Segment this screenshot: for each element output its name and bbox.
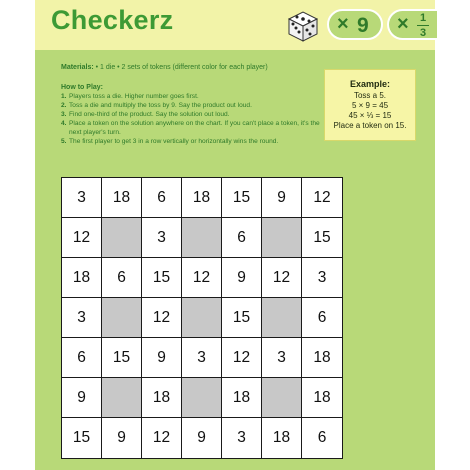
board-cell[interactable]: 12	[262, 258, 302, 298]
board-cell[interactable]: 15	[142, 258, 182, 298]
instruction-step: 1. Players toss a die. Higher number goes first.	[61, 93, 199, 100]
board-cell[interactable]: 6	[302, 418, 342, 458]
fraction-numerator: 1	[419, 12, 427, 24]
board-cell[interactable]: 3	[222, 418, 262, 458]
board-cell[interactable]: 3	[62, 178, 102, 218]
board-cell[interactable]: 3	[302, 258, 342, 298]
board-cell[interactable]: 9	[102, 418, 142, 458]
board-cell[interactable]: 18	[182, 178, 222, 218]
board-cell[interactable]: 3	[62, 298, 102, 338]
board-cell[interactable]: 18	[102, 178, 142, 218]
header-bar	[35, 0, 435, 50]
board-cell[interactable]: 18	[262, 418, 302, 458]
fraction-bar	[417, 25, 429, 26]
board-cell[interactable]: 18	[302, 378, 342, 418]
instruction-step: 4. Place a token on the solution anywhere on the chart. If you can't place a token, it's the next player's turn.	[61, 120, 320, 136]
how-to-play-title: How to Play:	[61, 84, 104, 91]
board-cell[interactable]: 12	[182, 258, 222, 298]
times-sign: ×	[397, 13, 409, 35]
board-cell-blank[interactable]	[262, 218, 302, 258]
board-cell-blank[interactable]	[182, 378, 222, 418]
example-line: Place a token on 15.	[333, 121, 407, 130]
board-cell[interactable]: 18	[302, 338, 342, 378]
board-cell[interactable]: 15	[222, 178, 262, 218]
board-cell[interactable]: 12	[222, 338, 262, 378]
times-nine-number: 9	[357, 14, 369, 37]
board-cell[interactable]: 6	[142, 178, 182, 218]
board-cell-blank[interactable]	[262, 298, 302, 338]
board-cell[interactable]: 18	[62, 258, 102, 298]
times-sign: ×	[337, 13, 349, 35]
board-cell[interactable]: 9	[62, 378, 102, 418]
one-third-fraction	[417, 12, 429, 39]
board-cell[interactable]: 3	[262, 338, 302, 378]
materials-text: • 1 die • 2 sets of tokens (different color for each player)	[95, 64, 268, 71]
materials-line	[61, 64, 268, 71]
game-board	[61, 177, 343, 459]
example-line: 5 × 9 = 45	[351, 101, 389, 110]
board-cell-blank[interactable]	[102, 298, 142, 338]
board-cell[interactable]: 15	[302, 218, 342, 258]
page-title: Checkerz	[51, 5, 174, 35]
example-line: Toss a 5.	[353, 91, 386, 100]
instruction-step: 3. Find one-third of the product. Say the solution out loud.	[61, 111, 230, 118]
board-cell[interactable]: 6	[222, 218, 262, 258]
board-cell[interactable]: 9	[142, 338, 182, 378]
board-cell[interactable]: 6	[62, 338, 102, 378]
board-cell[interactable]: 6	[102, 258, 142, 298]
how-to-play	[61, 84, 331, 146]
materials-label: Materials:	[61, 64, 94, 71]
board-cell[interactable]: 12	[142, 418, 182, 458]
example-line: 45 × ⅓ = 15	[348, 111, 392, 120]
board-cell[interactable]: 15	[102, 338, 142, 378]
board-cell-blank[interactable]	[182, 298, 222, 338]
board-cell-blank[interactable]	[262, 378, 302, 418]
board-cell[interactable]: 9	[262, 178, 302, 218]
board-cell[interactable]: 12	[142, 298, 182, 338]
board-cell[interactable]: 18	[222, 378, 262, 418]
example-box	[324, 69, 416, 141]
instruction-step: 5. The first player to get 3 in a row vertically or horizontally wins the round.	[61, 138, 279, 145]
board-cell[interactable]: 12	[302, 178, 342, 218]
instruction-step: 2. Toss a die and multiply the toss by 9. Say the product out loud.	[61, 102, 252, 109]
board-cell[interactable]: 3	[142, 218, 182, 258]
board-cell-blank[interactable]	[182, 218, 222, 258]
board-cell-blank[interactable]	[102, 218, 142, 258]
board-cell[interactable]: 15	[62, 418, 102, 458]
times-one-third-badge	[387, 9, 437, 40]
board-cell[interactable]: 9	[222, 258, 262, 298]
times-nine-badge	[327, 9, 383, 40]
board-cell[interactable]: 6	[302, 298, 342, 338]
board-cell-blank[interactable]	[102, 378, 142, 418]
board-cell[interactable]: 9	[182, 418, 222, 458]
board-cell[interactable]: 15	[222, 298, 262, 338]
example-title: Example:	[349, 79, 391, 89]
dice-icon	[283, 5, 323, 45]
fraction-denominator: 3	[419, 27, 427, 39]
board-cell[interactable]: 12	[62, 218, 102, 258]
board-cell[interactable]: 3	[182, 338, 222, 378]
board-cell[interactable]: 18	[142, 378, 182, 418]
